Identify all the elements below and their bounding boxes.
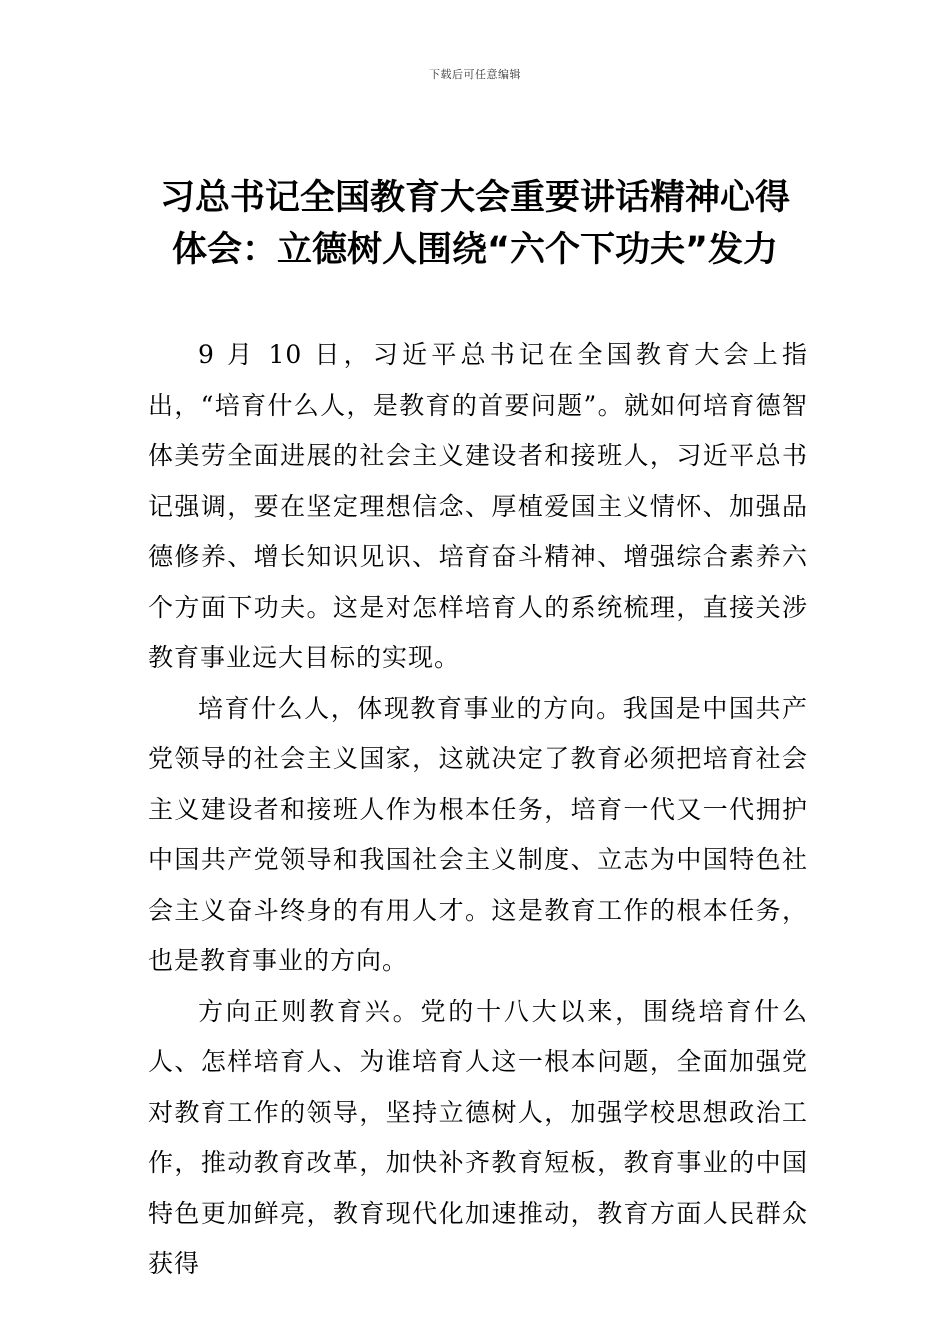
paragraph-2: 培育什么人，体现教育事业的方向。我国是中国共产党领导的社会主义国家，这就决定了教育必须把培育社会主义建设者和接班人作为根本任务，培育一代又一代拥护中国共产党领导和我国社会主义制度、立志为中国特色社会主义奋斗终身的有用人才。这是教育工作的根本任务，也是教育事业的方向。 xyxy=(148,693,808,975)
header-note: 下载后可任意编辑 xyxy=(429,68,521,81)
title-line-2: 体会：立德树人围绕“六个下功夫”发力 xyxy=(171,230,778,270)
body-text xyxy=(148,330,808,1290)
title-line-1: 习总书记全国教育大会重要讲话精神心得 xyxy=(159,178,790,218)
paragraph-3: 方向正则教育兴。党的十八大以来，围绕培育什么人、怎样培育人、为谁培育人这一根本问题，全面加强党对教育工作的领导，坚持立德树人，加强学校思想政治工作，推动教育改革，加快补齐教育短板，教育事业的中国特色更加鲜亮，教育现代化加速推动，教育方面人民群众获得 xyxy=(148,996,808,1278)
paragraph-1: 9 月 10 日，习近平总书记在全国教育大会上指出，“培育什么人，是教育的首要问题”。就如何培育德智体美劳全面进展的社会主义建设者和接班人，习近平总书记强调，要在坚定理想信念、厚植爱国主义情怀、加强品德修养、增长知识见识、培育奋斗精神、增强综合素养六个方面下功夫。这是对怎样培育人的系统梳理，直接关涉教育事业远大目标的实现。 xyxy=(148,340,808,672)
document-title xyxy=(148,172,802,276)
